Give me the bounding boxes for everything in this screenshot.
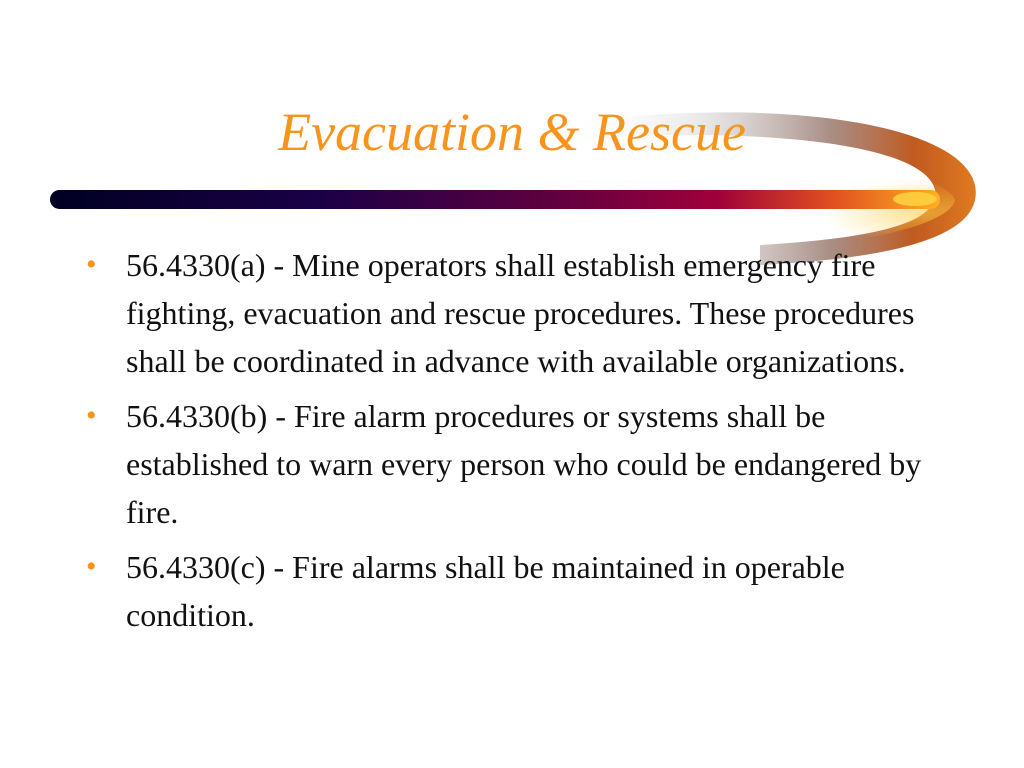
title-underline-bar [50,190,940,209]
bullet-list [86,241,946,646]
bullet-text: 56.4330(c) - Fire alarms shall be maintained in operable condition. [126,549,845,633]
bullet-icon: • [86,550,97,583]
list-item [86,241,946,385]
list-item [86,392,946,536]
slide-title: Evacuation & Rescue [278,102,746,162]
bullet-icon: • [86,399,97,432]
bullet-text: 56.4330(a) - Mine operators shall establish emergency fire fighting, evacuation and rescue procedures. These procedures shall be coordinated in advance with available organizations. [126,247,915,379]
bullet-icon: • [86,248,97,281]
list-item [86,543,946,639]
bullet-text: 56.4330(b) - Fire alarm procedures or systems shall be established to warn every person who could be endangered by fire. [126,398,922,530]
bar-highlight [893,192,937,206]
